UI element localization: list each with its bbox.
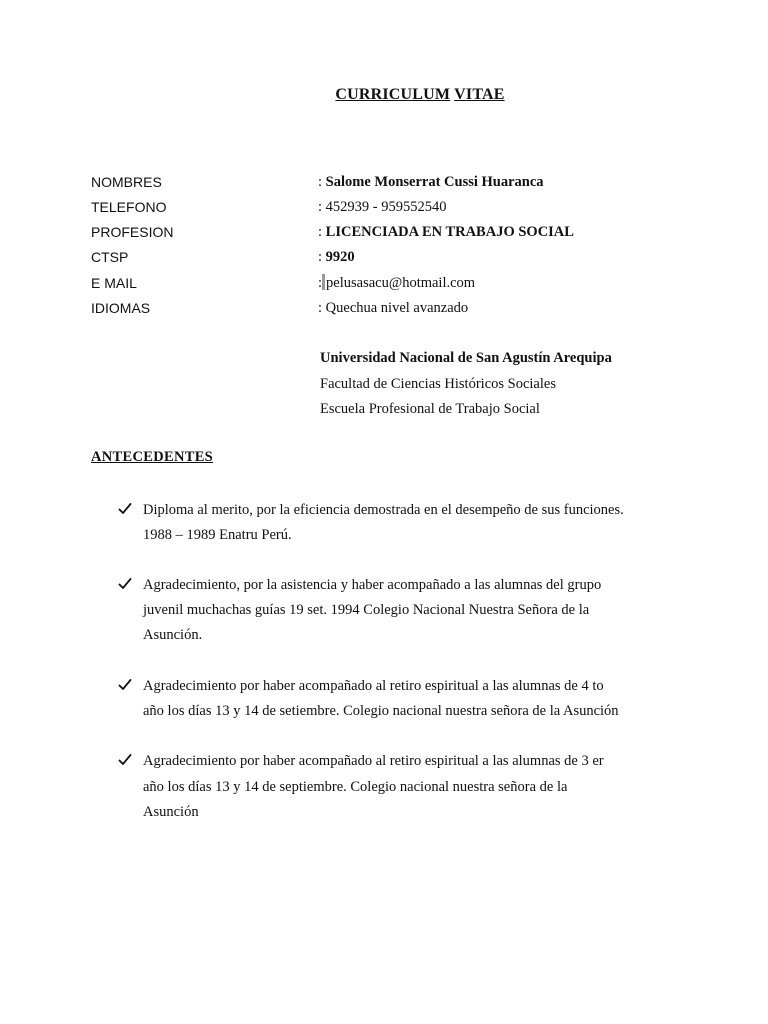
faculty-name: Facultad de Ciencias Históricos Sociales	[320, 376, 556, 392]
info-label: IDIOMAS	[91, 300, 151, 316]
checkmark-icon	[118, 753, 132, 767]
antecedente-line: Asunción.	[143, 627, 203, 643]
info-value	[318, 222, 574, 242]
antecedente-line: Asunción	[143, 804, 199, 820]
antecedente-line: Agradecimiento, por la asistencia y haber acompañado a las alumnas del grupo	[143, 577, 602, 593]
antecedente-line: año los días 13 y 14 de septiembre. Colegio nacional nuestra señora de la	[143, 779, 568, 795]
antecedente-line: Diploma al merito, por la eficiencia demostrada en el desempeño de sus funciones.	[143, 502, 624, 518]
languages-value: Quechua nivel avanzado	[325, 300, 469, 316]
separator: :	[318, 275, 323, 291]
ctsp-value: 9920	[325, 249, 355, 265]
title-word-2: VITAE	[454, 86, 505, 103]
title-word-1: CURRICULUM	[335, 86, 451, 103]
checkmark-icon	[118, 502, 132, 516]
info-label: NOMBRES	[91, 174, 162, 190]
text-cursor-mark	[322, 274, 325, 290]
info-label: PROFESION	[91, 224, 174, 240]
university-name: Universidad Nacional de San Agustín Arequipa	[320, 350, 612, 366]
info-label: TELEFONO	[91, 199, 167, 215]
info-value	[318, 247, 355, 267]
antecedente-line: 1988 – 1989 Enatru Perú.	[143, 527, 292, 543]
separator: :	[318, 224, 323, 240]
phone-value: 452939 - 959552540	[325, 199, 447, 215]
document-title	[0, 86, 768, 104]
checkmark-icon	[118, 678, 132, 692]
profession-value: LICENCIADA EN TRABAJO SOCIAL	[325, 224, 574, 240]
school-name: Escuela Profesional de Trabajo Social	[320, 401, 540, 417]
antecedente-line: juvenil muchachas guías 19 set. 1994 Colegio Nacional Nuestra Señora de la	[143, 602, 590, 618]
antecedente-line: Agradecimiento por haber acompañado al retiro espiritual a las alumnas de 3 er	[143, 753, 604, 769]
checkmark-icon	[118, 577, 132, 591]
separator: :	[318, 249, 323, 265]
info-value	[318, 273, 475, 293]
separator: :	[318, 174, 323, 190]
info-value	[318, 172, 544, 192]
info-label: CTSP	[91, 249, 129, 265]
info-value	[318, 197, 447, 217]
name-value: Salome Monserrat Cussi Huaranca	[325, 174, 544, 190]
info-value	[318, 298, 468, 318]
antecedente-line: Agradecimiento por haber acompañado al retiro espiritual a las alumnas de 4 to	[143, 678, 604, 694]
antecedente-line: año los días 13 y 14 de setiembre. Colegio nacional nuestra señora de la Asunción	[143, 703, 619, 719]
separator: :	[318, 300, 323, 316]
email-value: pelusasacu@hotmail.com	[326, 275, 476, 291]
antecedentes-heading: ANTECEDENTES	[91, 449, 214, 465]
separator: :	[318, 199, 323, 215]
info-label: E MAIL	[91, 275, 137, 291]
